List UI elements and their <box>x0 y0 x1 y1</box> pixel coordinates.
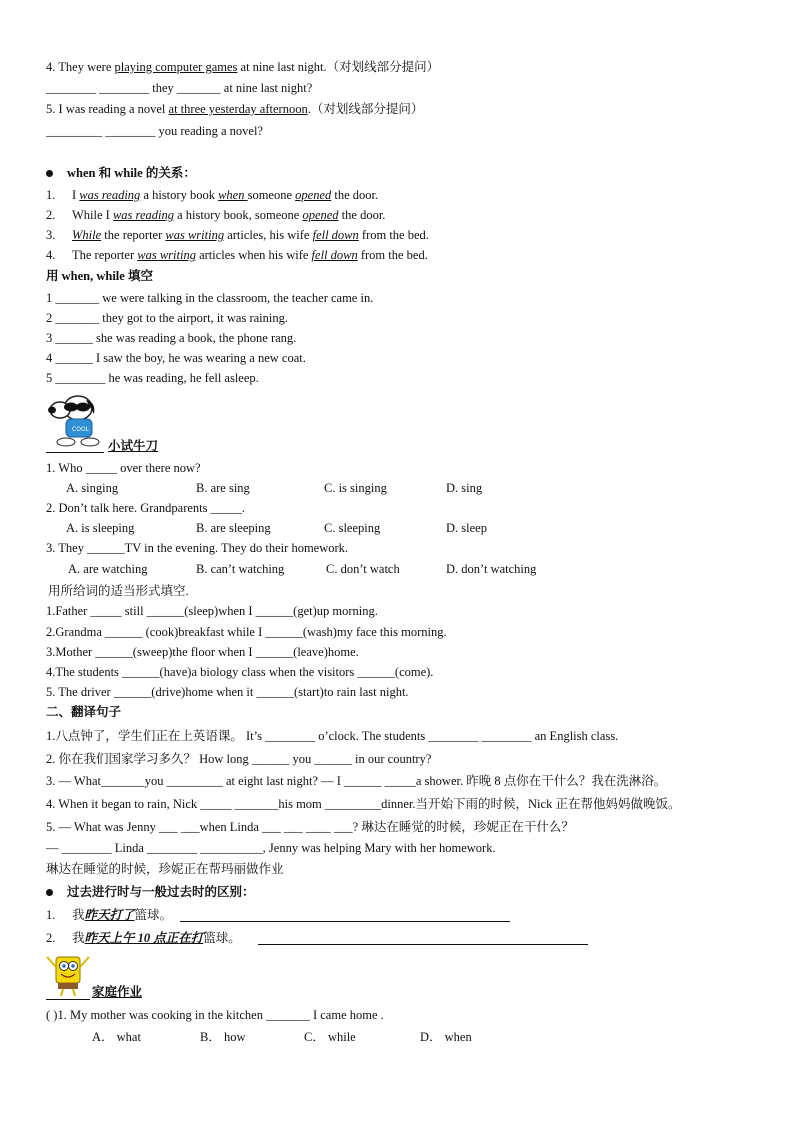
fill-when-while-heading: 用 when, while 填空 <box>46 269 153 283</box>
svg-text:COOL: COOL <box>72 426 89 433</box>
practice-question: 2. Don’t talk here. Grandparents _____. <box>46 501 246 515</box>
fill-item: 3 ______ she was reading a book, the phone rang. <box>46 331 297 345</box>
translate-item: 4. When it began to rain, Nick _____ _______his mom _________dinner.当开始下雨的时候，Nick 正在帮他妈妈做晚饭。 <box>46 797 681 811</box>
fill-item: 1 _______ we were talking in the classroom, the teacher came in. <box>46 291 374 305</box>
answer-option: C. don’t watch <box>326 562 400 576</box>
spongebob-illustration <box>44 953 92 999</box>
fill-item: 2 _______ they got to the airport, it was raining. <box>46 311 288 325</box>
underlined-word: when <box>218 188 248 202</box>
sentence-text: 我 <box>72 908 85 922</box>
sentence-text: 篮球。 <box>134 908 173 922</box>
answer-option: A． what <box>92 1030 141 1044</box>
sentence-text: from the bed. <box>357 248 428 262</box>
underlined-word: fell down <box>312 228 359 242</box>
verb-fill-heading: 用所给词的适当形式填空. <box>48 584 189 598</box>
practice-question: 1. Who _____ over there now? <box>46 461 201 475</box>
bullet-icon <box>46 889 53 896</box>
difference-heading: 过去进行时与一般过去时的区别： <box>46 883 255 901</box>
item-number: 2. <box>46 931 56 945</box>
sentence-text: from the bed. <box>358 228 429 242</box>
difference-item <box>46 906 172 924</box>
example-number: 1. <box>46 188 56 202</box>
example-number: 4. <box>46 248 56 262</box>
example-sentence <box>46 186 378 204</box>
sentence-text: a history book, someone <box>173 208 303 222</box>
homework-question: ( )1. My mother was cooking in the kitchen _______ I came home . <box>46 1008 384 1022</box>
underlined-word: was reading <box>112 208 174 222</box>
underlined-word: was reading <box>79 188 141 202</box>
when-while-heading: when 和 while 的关系： <box>46 164 196 182</box>
sentence-text: articles when his wife <box>195 248 312 262</box>
difference-item <box>46 929 241 947</box>
answer-option: B. are sleeping <box>196 521 271 535</box>
emphasized-phrase: 昨天打了 <box>84 908 135 922</box>
answer-option: B． how <box>200 1030 246 1044</box>
translate-item: 3. — What_______you _________ at eight last night? — I ______ _____a shower. 昨晚 8 点你在干什么？我在洗淋浴。 <box>46 774 667 788</box>
sentence-text: The reporter <box>72 248 138 262</box>
underlined-word: was writing <box>165 228 225 242</box>
question-5-answer-line: _________ ________ you reading a novel? <box>46 124 263 138</box>
translate-item: — ________ Linda ________ __________, Jenny was helping Mary with her homework. <box>46 841 496 855</box>
homework-heading: 家庭作业 <box>92 985 143 999</box>
answer-option: C. sleeping <box>324 521 381 535</box>
heading-rule <box>46 452 104 453</box>
verb-fill-item: 1.Father _____ still ______(sleep)when I ______(get)up morning. <box>46 604 378 618</box>
practice-question: 3. They ______TV in the evening. They do their homework. <box>46 541 349 555</box>
example-sentence <box>46 206 385 224</box>
answer-option: D． when <box>420 1030 472 1044</box>
answer-option: D. sleep <box>446 521 487 535</box>
example-sentence <box>46 226 429 244</box>
verb-fill-item: 2.Grandma ______ (cook)breakfast while I ______(wash)my face this morning. <box>46 625 447 639</box>
question-4: 4. They were playing computer games at nine last night.（对划线部分提问） <box>46 60 440 74</box>
underlined-word: was writing <box>137 248 196 262</box>
sentence-text: a history book <box>140 188 219 202</box>
underlined-word: While <box>72 228 102 242</box>
fill-item: 5 ________ he was reading, he fell asleep. <box>46 371 259 385</box>
answer-option: B. can’t watching <box>196 562 285 576</box>
example-sentence <box>46 246 428 264</box>
translate-item: 5. — What was Jenny ___ ___when Linda ___ ___ ____ ___? 琳达在睡觉的时候，珍妮正在干什么？ <box>46 820 574 834</box>
answer-option: A. is sleeping <box>66 521 135 535</box>
item-number: 1. <box>46 908 56 922</box>
answer-option: C. is singing <box>324 481 387 495</box>
practice-heading: 小试牛刀 <box>108 439 159 453</box>
fill-item: 4 ______ I saw the boy, he was wearing a new coat. <box>46 351 306 365</box>
sentence-text: I <box>72 188 80 202</box>
sentence-text: articles, his wife <box>224 228 313 242</box>
translate-heading: 二、翻译句子 <box>46 705 122 719</box>
question-5: 5. I was reading a novel at three yesterday afternoon.（对划线部分提问） <box>46 102 424 116</box>
underlined-word: fell down <box>311 248 358 262</box>
answer-option: C． while <box>304 1030 356 1044</box>
translate-item: 琳达在睡觉的时候，珍妮正在帮玛丽做作业 <box>46 862 284 876</box>
verb-fill-item: 3.Mother ______(sweep)the floor when I ______(leave)home. <box>46 645 359 659</box>
question-4-answer-line: ________ ________ they _______ at nine last night? <box>46 81 313 95</box>
sentence-text: While I <box>72 208 113 222</box>
sentence-text: 篮球。 <box>203 931 241 945</box>
answer-option: B. are sing <box>196 481 250 495</box>
underlined-phrase: at three yesterday afternoon <box>168 102 308 116</box>
sentence-text: the reporter <box>101 228 166 242</box>
answer-rule <box>180 921 510 922</box>
verb-fill-item: 4.The students ______(have)a biology class when the visitors ______(come). <box>46 665 434 679</box>
example-number: 3. <box>46 228 56 242</box>
sentence-text: someone <box>247 188 296 202</box>
emphasized-phrase: 昨天上午 10 点正在打 <box>84 931 204 945</box>
answer-option: A. singing <box>66 481 119 495</box>
bullet-icon <box>46 170 53 177</box>
sentence-text: 我 <box>72 931 85 945</box>
answer-option: D. sing <box>446 481 483 495</box>
underlined-word: opened <box>295 188 332 202</box>
answer-option: A. are watching <box>68 562 148 576</box>
translate-item: 2. 你在我们国家学习多久？ How long ______ you ______ in our country? <box>46 752 432 766</box>
snoopy-illustration <box>44 392 106 448</box>
sentence-text: the door. <box>338 208 386 222</box>
answer-option: D. don’t watching <box>446 562 537 576</box>
answer-rule <box>258 944 588 945</box>
example-number: 2. <box>46 208 56 222</box>
translate-item: 1.八点钟了，学生们正在上英语课。 It’s ________ o’clock. The students ________ ________ an English class. <box>46 729 619 743</box>
sentence-text: the door. <box>331 188 379 202</box>
verb-fill-item: 5. The driver ______(drive)home when it ______(start)to rain last night. <box>46 685 409 699</box>
underlined-word: opened <box>302 208 339 222</box>
heading-rule <box>46 999 90 1000</box>
underlined-phrase: playing computer games <box>114 60 238 74</box>
